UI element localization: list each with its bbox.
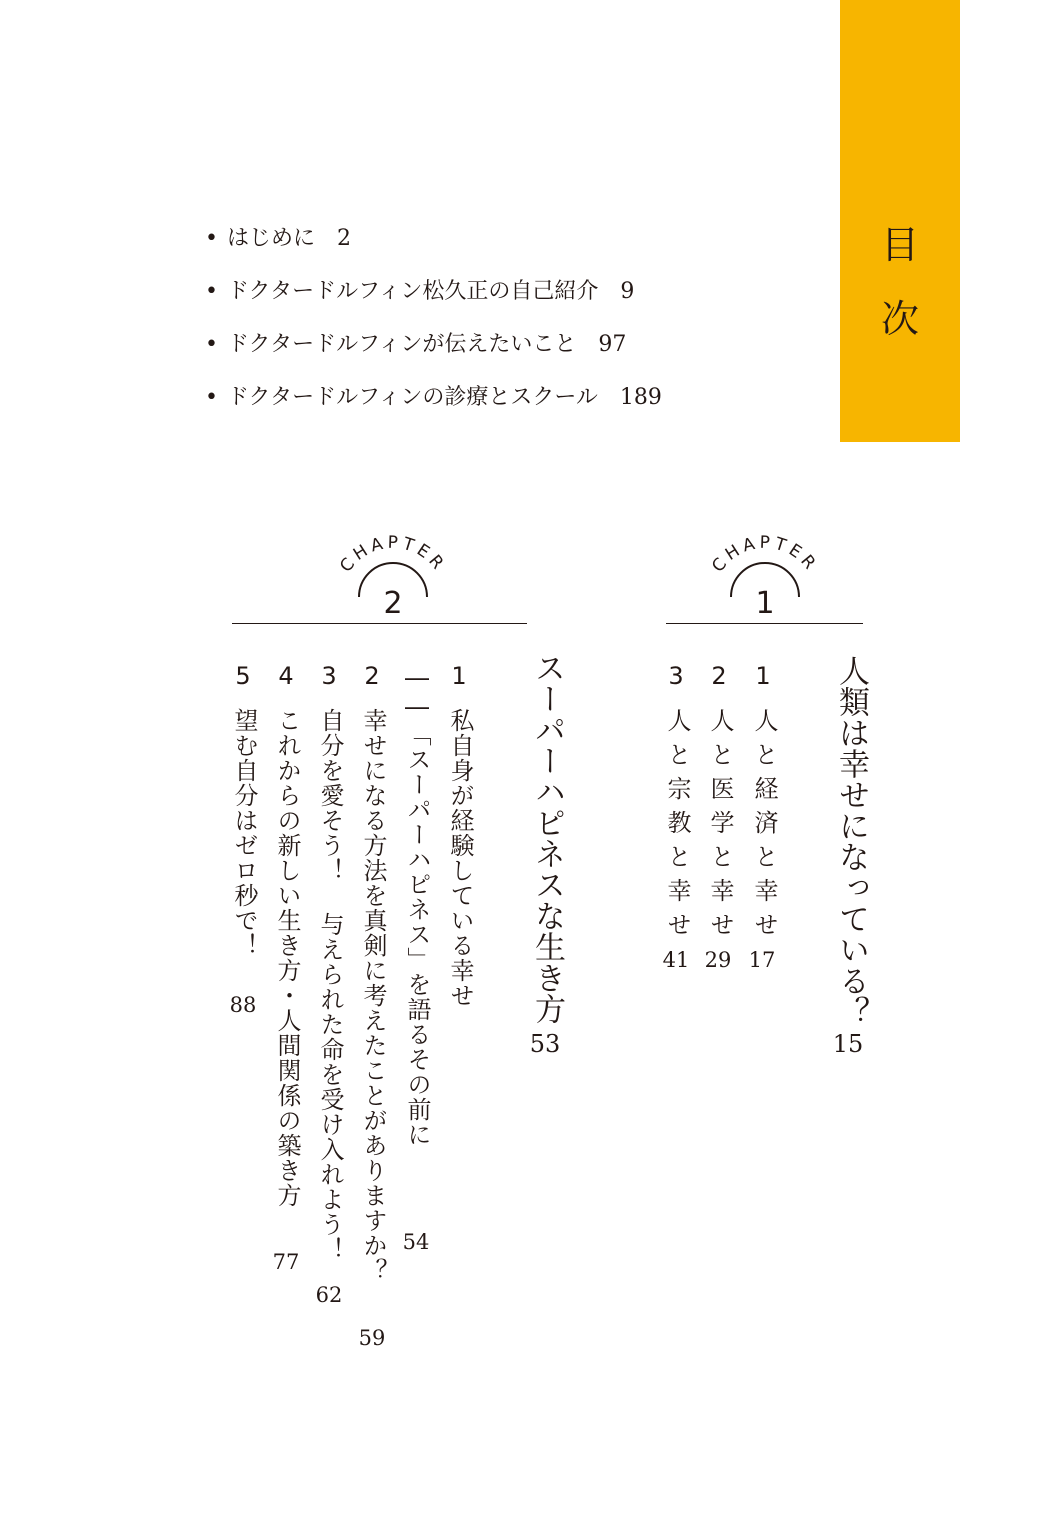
item-number: 2 <box>705 662 733 691</box>
chapter-2-item-1-subtitle: ――「スーパーハピネス」を語るその前に <box>403 664 431 1147</box>
intro-list <box>205 222 662 434</box>
chapter-1-item-3-page: 41 <box>662 948 690 972</box>
item-number: 3 <box>315 662 343 691</box>
chapter-1-item-1[interactable]: 人と経済と幸せ <box>750 708 778 946</box>
toc-tab <box>840 0 960 442</box>
intro-item[interactable] <box>205 222 662 275</box>
chapter-2-item-4-page: 77 <box>272 1250 300 1274</box>
bullet-icon: • <box>205 332 218 357</box>
chapter-1-word-path: CHAPTER <box>708 532 822 577</box>
chapter-2-number: 2 <box>383 586 403 620</box>
chapter-2-item-1-page: 54 <box>402 1230 430 1254</box>
chapter-2-item-3-page: 62 <box>315 1283 343 1307</box>
intro-item-page: 189 <box>619 385 662 410</box>
intro-item-page: 2 <box>337 226 352 251</box>
chapter-2-badge <box>323 525 463 620</box>
bullet-icon: • <box>205 226 218 251</box>
chapter-1-number: 1 <box>755 586 775 620</box>
item-number: 4 <box>272 662 300 691</box>
chapter-2-word-path: CHAPTER <box>336 532 450 577</box>
chapter-1-page: 15 <box>832 1030 864 1058</box>
chapter-1-item-3[interactable]: 人と宗教と幸せ <box>663 708 691 946</box>
intro-item-label: ドクタードルフィンが伝えたいこと <box>227 332 577 357</box>
chapter-1-word <box>708 533 822 576</box>
toc-title-char-2: 次 <box>880 297 919 341</box>
chapter-2-item-5[interactable]: 望む自分はゼロ秒で！ <box>230 708 258 958</box>
bullet-icon: • <box>205 279 218 304</box>
intro-item-label: ドクタードルフィンの診療とスクール <box>227 385 598 410</box>
toc-title-char-1: 目 <box>880 223 919 267</box>
item-number: 3 <box>662 662 690 691</box>
intro-item[interactable] <box>205 275 662 328</box>
intro-item-label: はじめに <box>227 226 316 251</box>
chapter-2-item-2[interactable]: 幸せになる方法を真剣に考えたことがありますか？ <box>359 708 387 1283</box>
chapter-1-item-1-page: 17 <box>748 948 776 972</box>
intro-item-label: ドクタードルフィン松久正の自己紹介 <box>227 279 599 304</box>
chapter-2-item-4[interactable]: これからの新しい生き方・人間関係の築き方 <box>273 708 301 1208</box>
chapter-2-item-2-page: 59 <box>358 1326 386 1350</box>
item-number: 5 <box>229 662 257 691</box>
item-number: 1 <box>445 662 473 691</box>
intro-item[interactable] <box>205 328 662 381</box>
chapter-2-rule <box>232 623 527 624</box>
item-number: 2 <box>358 662 386 691</box>
chapter-2-item-5-page: 88 <box>229 993 257 1017</box>
bullet-icon: • <box>205 385 218 410</box>
chapter-1-title[interactable]: 人類は幸せになっている？ <box>833 655 869 1027</box>
item-number: 1 <box>749 662 777 691</box>
chapter-2-item-3[interactable]: 自分を愛そう！ 与えられた命を受け入れよう！ <box>316 708 344 1262</box>
intro-item-page: 97 <box>598 332 627 357</box>
chapter-2-page: 53 <box>529 1030 561 1058</box>
chapter-2-item-1[interactable]: 私自身が経験している幸せ <box>446 708 474 1008</box>
chapter-1-item-2-page: 29 <box>704 948 732 972</box>
chapter-1-badge <box>695 525 835 620</box>
intro-item[interactable] <box>205 381 662 434</box>
chapter-2-word <box>336 533 450 576</box>
chapter-1-rule <box>666 623 863 624</box>
intro-item-page: 9 <box>620 279 635 304</box>
chapter-1-item-2[interactable]: 人と医学と幸せ <box>706 708 734 946</box>
chapter-2-title[interactable]: スーパーハピネスな生き方 <box>529 652 565 1024</box>
